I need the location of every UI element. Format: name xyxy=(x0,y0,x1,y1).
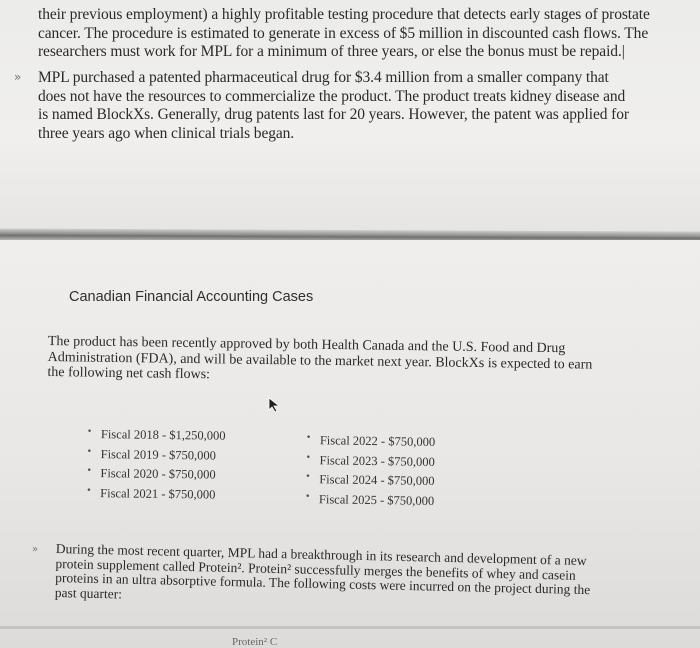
lower-page xyxy=(0,240,700,648)
list-item: • Fiscal 2018 - $1,250,000 xyxy=(87,427,226,448)
upper-page xyxy=(0,0,700,232)
clipped-table-header: Protein² C xyxy=(232,636,278,648)
continued-paragraph: their previous employment) a highly profitable testing procedure that detects early stages of prostate cancer. The procedure is estimated to generate in excess of $5 million in discounted cash flows. The researchers must work for MPL for a minimum of three years, or else the bonus must be repaid.| xyxy=(38,6,650,60)
list-item: • Fiscal 2024 - $750,000 xyxy=(305,472,435,494)
cash-flow-list-right xyxy=(305,433,435,513)
intro-paragraph: The product has been recently approved by both Health Canada and the U.S. Food and Drug Administration (FDA), and will be available to the market next year. BlockXs is expected to earn the following net cash flows: xyxy=(47,334,593,383)
list-item: • Fiscal 2019 - $750,000 xyxy=(87,446,226,467)
list-item: • Fiscal 2022 - $750,000 xyxy=(306,433,436,455)
list-item: • Fiscal 2025 - $750,000 xyxy=(305,491,435,513)
bullet-marker: » xyxy=(14,70,22,84)
quarter-paragraph: During the most recent quarter, MPL had a breakthrough in its research and development of a new protein supplement called Protein². Protein² successfully merges the benefits of whey and casein proteins in an ultra absorptive formula. The following costs were incurred on the project during the past quarter: xyxy=(54,541,591,602)
table-top-rule xyxy=(0,626,700,629)
cash-flow-list-left xyxy=(86,427,226,507)
list-item: • Fiscal 2020 - $750,000 xyxy=(86,466,225,487)
mouse-cursor-icon xyxy=(268,397,282,413)
mpl-patent-paragraph: MPL purchased a patented pharmaceutical drug for $3.4 million from a smaller company that does not have the resources to commercialize the product. The product treats kidney disease and is named BlockXs. Generally, drug patents last for 20 years. However, the patent was applied for three years ago when clinical trials began. xyxy=(38,69,629,142)
list-item: • Fiscal 2021 - $750,000 xyxy=(86,485,225,506)
bullet-marker: » xyxy=(32,544,39,555)
page-header: Canadian Financial Accounting Cases xyxy=(69,289,314,305)
list-item: • Fiscal 2023 - $750,000 xyxy=(305,452,435,474)
